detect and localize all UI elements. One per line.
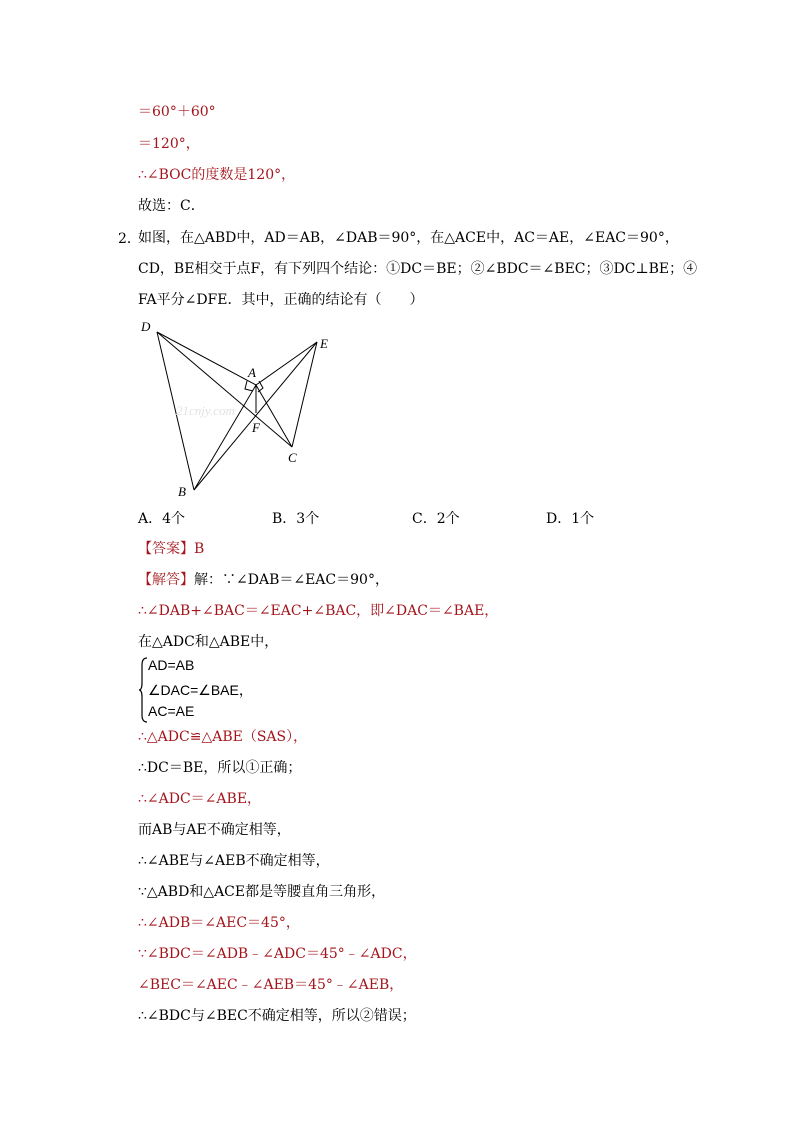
question-text-line-2: CD，BE相交于点F，有下列四个结论：①DC＝BE；②∠BDC＝∠BEC；③DC⊥BE；④ <box>138 261 698 277</box>
choice-line: 故选：C． <box>138 198 205 214</box>
solution-line: 在△ADC和△ABE中， <box>138 634 279 650</box>
solution-line: ∴DC＝BE，所以①正确； <box>138 760 302 776</box>
solution-line <box>138 570 389 590</box>
solution-line: ∴∠BOC的度数是120°， <box>138 167 296 183</box>
system-line: ∠DAC=∠BAE， <box>148 682 253 698</box>
solution-line: ∠BEC＝∠AEC﹣∠AEB＝45°﹣∠AEB， <box>138 977 404 993</box>
option-d: D．1个 <box>546 511 595 527</box>
geometry-figure <box>130 318 350 503</box>
label-f: F <box>252 420 260 435</box>
label-b: B <box>178 484 186 499</box>
solution-line: 而AB与AE不确定相等， <box>138 822 291 838</box>
option-c: C．2个 <box>412 511 460 527</box>
equation-system <box>138 657 278 723</box>
option-b: B．3个 <box>272 511 320 527</box>
solution-tag: 【解答】 <box>138 572 194 588</box>
question-number: 2． <box>118 231 141 247</box>
label-a: A <box>248 365 256 380</box>
option-a: A．4个 <box>138 511 186 527</box>
question-text-line-1: 如图，在△ABD中，AD＝AB，∠DAB＝90°，在△ACE中，AC＝AE，∠EAC＝90°， <box>138 230 679 246</box>
solution-line: ∴∠BDC与∠BEC不确定相等，所以②错误； <box>138 1008 416 1024</box>
solution-line: ＝60°＋60° <box>138 104 216 120</box>
label-e: E <box>320 336 328 351</box>
question-text-line-3: FA平分∠DFE．其中，正确的结论有（ ） <box>138 292 424 308</box>
answer-tag: 【答案】 <box>138 541 194 557</box>
label-c: C <box>288 450 297 465</box>
answer-line <box>138 539 204 559</box>
solution-line: ∴△ADC≌△ABE（SAS）， <box>138 729 308 745</box>
solution-line: ＝120°， <box>138 136 200 152</box>
solution-line: ∵∠BDC＝∠ADB﹣∠ADC＝45°﹣∠ADC， <box>138 946 417 962</box>
label-d: D <box>141 319 151 334</box>
answer-value: B <box>194 541 205 557</box>
solution-line: ∴∠DAB+∠BAC＝∠EAC+∠BAC，即∠DAC＝∠BAE， <box>138 603 499 619</box>
system-line: AD=AB <box>148 657 195 673</box>
brace-icon <box>138 657 148 723</box>
watermark: 21cnjy.com <box>176 403 235 418</box>
solution-line: ∵△ABD和△ACE都是等腰直角三角形， <box>138 884 386 900</box>
solution-line: ∴∠ADB＝∠AEC＝45°， <box>138 915 300 931</box>
solution-line: ∴∠ADC＝∠ABE， <box>138 791 262 807</box>
system-line: AC=AE <box>148 703 195 719</box>
solution-line: ∴∠ABE与∠AEB不确定相等， <box>138 853 330 869</box>
solution-text: 解：∵∠DAB＝∠EAC＝90°， <box>194 572 389 588</box>
